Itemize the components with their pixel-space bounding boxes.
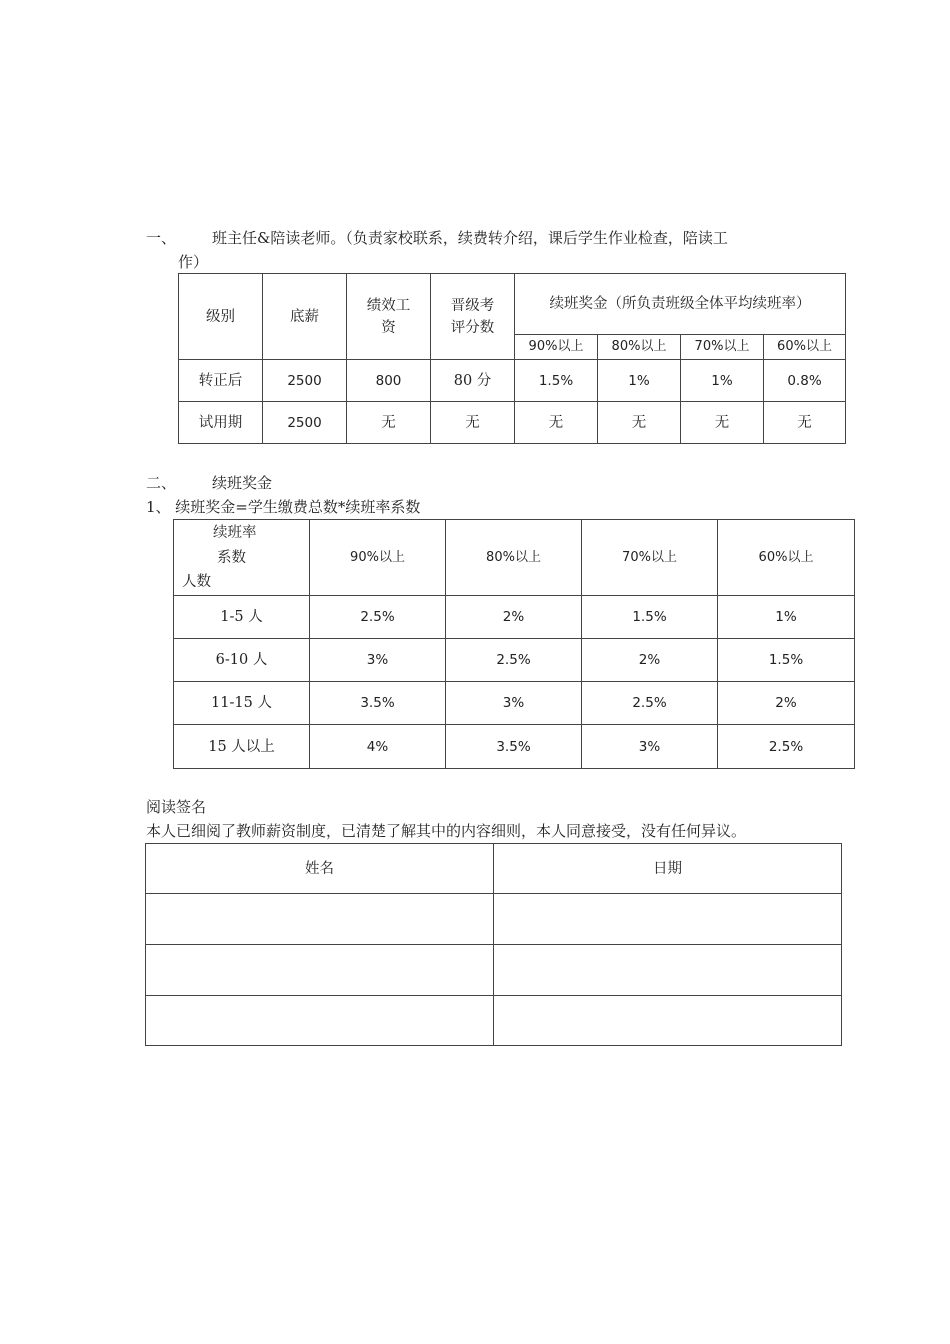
row-value: 2.5% <box>718 725 855 769</box>
section1-title-line1: 班主任&陪读老师。（负责家校联系，续费转介绍，课后学生作业检查，陪读工 <box>212 229 728 247</box>
date-cell[interactable] <box>494 894 842 945</box>
section1-title-line2: 作） <box>178 253 209 271</box>
table-row <box>179 402 846 444</box>
row-tier: 无 <box>515 402 598 444</box>
header-exam-line2: 评分数 <box>450 319 495 336</box>
row-tier: 1% <box>598 360 681 402</box>
header-performance-line1: 绩效工 <box>366 297 411 314</box>
table-row <box>174 725 855 769</box>
name-cell[interactable] <box>146 945 494 996</box>
row-tier: 无 <box>681 402 764 444</box>
row-value: 2.5% <box>446 639 582 682</box>
header-exam-score <box>431 274 515 360</box>
row-tier: 无 <box>764 402 846 444</box>
row-tier: 1% <box>681 360 764 402</box>
corner-people-label: 人数 <box>182 574 211 590</box>
name-cell[interactable] <box>146 894 494 945</box>
row-base: 2500 <box>263 360 347 402</box>
row-value: 1% <box>718 596 855 639</box>
row-value: 3% <box>446 682 582 725</box>
row-tier: 1.5% <box>515 360 598 402</box>
section2-number: 二、 <box>146 474 177 492</box>
signature-title: 阅读签名 <box>146 798 207 816</box>
table-row <box>146 945 842 996</box>
row-value: 1.5% <box>582 596 718 639</box>
tier-header: 80%以上 <box>598 335 681 360</box>
table-row <box>174 596 855 639</box>
row-label: 6-10 人 <box>174 639 310 682</box>
row-exam: 80 分 <box>431 360 515 402</box>
row-level: 转正后 <box>179 360 263 402</box>
signature-table <box>145 843 842 1046</box>
row-base: 2500 <box>263 402 347 444</box>
row-level: 试用期 <box>179 402 263 444</box>
row-label: 1-5 人 <box>174 596 310 639</box>
row-value: 2.5% <box>310 596 446 639</box>
row-value: 3.5% <box>310 682 446 725</box>
table-row <box>146 894 842 945</box>
column-header: 70%以上 <box>582 520 718 596</box>
tier-header: 70%以上 <box>681 335 764 360</box>
name-header: 姓名 <box>146 844 494 894</box>
row-label: 15 人以上 <box>174 725 310 769</box>
table-row <box>146 996 842 1046</box>
date-header: 日期 <box>494 844 842 894</box>
row-performance: 800 <box>347 360 431 402</box>
column-header: 60%以上 <box>718 520 855 596</box>
table-row <box>174 639 855 682</box>
row-value: 2% <box>582 639 718 682</box>
row-value: 2.5% <box>582 682 718 725</box>
header-level: 级别 <box>179 274 263 360</box>
signature-statement: 本人已细阅了教师薪资制度，已清楚了解其中的内容细则，本人同意接受，没有任何异议。 <box>146 822 747 840</box>
header-bonus: 续班奖金（所负责班级全体平均续班率） <box>515 274 846 335</box>
row-value: 4% <box>310 725 446 769</box>
column-header: 90%以上 <box>310 520 446 596</box>
row-value: 3% <box>582 725 718 769</box>
corner-rate-label: 续班率 <box>213 525 257 541</box>
header-base-salary: 底薪 <box>263 274 347 360</box>
header-performance <box>347 274 431 360</box>
corner-header <box>174 520 310 596</box>
column-header: 80%以上 <box>446 520 582 596</box>
row-tier: 0.8% <box>764 360 846 402</box>
row-value: 1.5% <box>718 639 855 682</box>
tier-header: 90%以上 <box>515 335 598 360</box>
row-value: 3.5% <box>446 725 582 769</box>
table-row <box>179 360 846 402</box>
bonus-coefficient-table <box>173 519 855 769</box>
row-label: 11-15 人 <box>174 682 310 725</box>
row-value: 2% <box>718 682 855 725</box>
date-cell[interactable] <box>494 945 842 996</box>
row-tier: 无 <box>598 402 681 444</box>
row-value: 2% <box>446 596 582 639</box>
tier-header: 60%以上 <box>764 335 846 360</box>
row-value: 3% <box>310 639 446 682</box>
date-cell[interactable] <box>494 996 842 1046</box>
section2-title: 续班奖金 <box>212 474 273 492</box>
header-performance-line2: 资 <box>381 319 396 336</box>
row-exam: 无 <box>431 402 515 444</box>
row-performance: 无 <box>347 402 431 444</box>
name-cell[interactable] <box>146 996 494 1046</box>
corner-coefficient-label: 系数 <box>217 550 246 566</box>
table-row <box>174 682 855 725</box>
header-exam-line1: 晋级考 <box>450 297 495 314</box>
section2-formula: 1、 续班奖金=学生缴费总数*续班率系数 <box>146 498 421 516</box>
section1-number: 一、 <box>146 229 177 247</box>
salary-table <box>178 273 846 444</box>
